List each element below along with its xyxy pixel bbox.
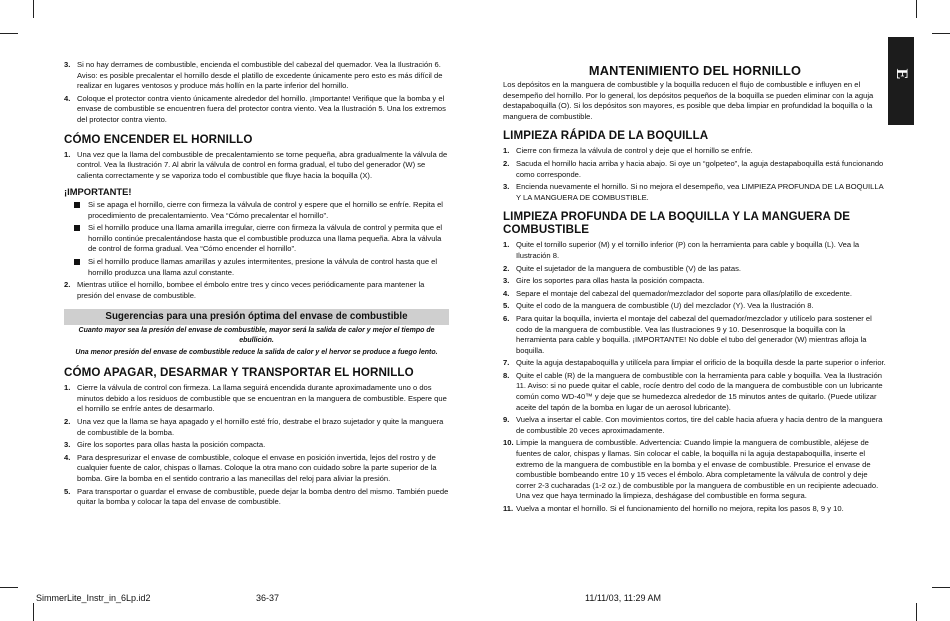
list-item — [64, 487, 449, 508]
step-text: Quite el sujetador de la manguera de combustible (V) de las patas. — [516, 263, 741, 273]
list-item — [64, 417, 449, 438]
step-text: Vuelva a insertar el cable. Con movimientos cortos, tire del cable hacia afuera y hacia dentro de la manguera de combustible 20 veces aproximadamente. — [516, 415, 883, 435]
step-text: Una vez que la llama del combustible de precalentamiento se torne pequeña, abra gradualmente la válvula de control. Vea la Ilustración 7. Al abrir la válvula de control en forma gradual, el tubo del generador (W) se calienta correctamente y se vaporiza todo el combustible que fluye hacia la boquilla (X). — [77, 149, 448, 180]
bullet-square-icon — [74, 225, 80, 231]
tip-box — [64, 309, 449, 359]
list-item — [503, 504, 887, 515]
step-number: 1. — [503, 146, 510, 156]
step-number: 2. — [64, 417, 71, 427]
bullet-text: Si el hornillo produce llamas amarillas y azules intermitentes, presione la válvula de control hasta que el hornillo produzca una llama azul constante. — [88, 256, 438, 277]
list-item — [64, 60, 449, 92]
step-text: Cierre la válvula de control con firmeza. La llama seguirá encendida durante aproximadamente uno o dos minutos debido a los residuos de combustible que se encuentran en la manguera de combustible. Espere que el hornillo se enfríe antes de desarmarlo. — [77, 383, 447, 414]
page-title: MANTENIMIENTO DEL HORNILLO — [588, 63, 802, 78]
step-number: 5. — [64, 486, 71, 496]
step-text: Vuelva a montar el hornillo. Si el funcionamiento del hornillo no mejora, repita los pasos 8, 9 y 10. — [516, 504, 844, 513]
crop-mark — [0, 587, 18, 588]
crop-mark — [33, 603, 34, 621]
crop-mark — [932, 33, 950, 34]
step-number: 6. — [503, 313, 510, 323]
list-item — [64, 383, 449, 415]
step-number: 2. — [64, 280, 71, 290]
step-text: Separe el montaje del cabezal del quemador/mezclador del soporte para ollas/platillo de excedente. — [516, 288, 853, 298]
step-number: 3. — [503, 276, 510, 286]
step-text: Si no hay derrames de combustible, encienda el combustible del cabezal del quemador. Vea la Ilustración 6. Aviso: es posible precalentar el hornillo desde el platillo de excedente únicamente pero esto es más difícil de realizar en lugares ventosos y produce más hollín en la parte inferior del hornillo. — [77, 60, 443, 91]
step-number: 8. — [503, 370, 510, 380]
footer-filename: SimmerLite_Instr_in_6Lp.id2 — [36, 593, 151, 603]
bullet-text: Si se apaga el hornillo, cierre con firmeza la válvula de control y espere que el hornillo se enfríe. Repita el procedimiento de precalentamiento. Vea “Cómo precalentar el hornillo”. — [88, 199, 443, 220]
bullet-square-icon — [74, 259, 80, 265]
step-number: 7. — [503, 358, 510, 368]
step-number: 10. — [503, 438, 514, 448]
step-number: 3. — [64, 440, 71, 450]
bullet-item — [74, 223, 449, 255]
list-item — [503, 240, 887, 261]
step-number: 4. — [64, 93, 71, 103]
footer-date: 11/11/03, 11:29 AM — [585, 593, 662, 603]
list-item — [503, 182, 887, 203]
crop-mark — [33, 0, 34, 18]
step-number: 3. — [64, 60, 71, 69]
list-item — [503, 438, 887, 502]
step-text: Encienda nuevamente el hornillo. Si no mejora el desempeño, vea LIMPIEZA PROFUNDA DE LA BOQUILLA Y LA MANGUERA DE COMBUSTIBLE. — [516, 182, 884, 202]
list-item — [503, 415, 887, 436]
step-text: Para transportar o guardar el envase de combustible, puede dejar la bomba dentro del mismo. También puede quitar la bomba y colocar la tapa del envase de combustible. — [77, 486, 449, 507]
list-item — [503, 289, 887, 300]
step-text: Para despresurizar el envase de combustible, coloque el envase en posición invertida, lejos del rostro y de cualquier fuente de calor, chispas o llamas. Coloque la otra mano con cuidado sobre la parte superior de la bomba. Gire la bomba en el sentido contrario a las manecillas del reloj para aliviar la presión. — [77, 452, 437, 484]
crop-mark — [916, 603, 917, 621]
list-item — [503, 276, 887, 287]
right-column — [503, 60, 887, 517]
crop-mark — [916, 0, 917, 18]
important-heading: ¡IMPORTANTE! — [64, 186, 132, 198]
list-item — [64, 280, 449, 301]
step-text: Cierre con firmeza la válvula de control y deje que el hornillo se enfríe. — [516, 146, 753, 156]
list-item — [64, 440, 449, 451]
tip-line: Una menor presión del envase de combustible reduce la salida de calor y el hervor se produce a fuego lento. — [75, 349, 438, 357]
footer-pages: 36-37 — [256, 593, 280, 603]
language-letter: E — [893, 68, 910, 80]
language-tab — [888, 37, 914, 125]
step-number: 1. — [64, 383, 71, 393]
step-number: 2. — [503, 158, 510, 168]
step-text: Quite el cable (R) de la manguera de combustible con la herramienta para cable y boquilla. Vea la Ilustración 11. Aviso: si no puede quitar el cable, rocíe dentro del codo de la manguera de combustible con un lubricante común como WD-40™ y deje que se humedezca alrededor de 15 minutos antes de quitarlo. (Puede utilizar aceite del tapón de la bomba en lugar de un aerosol lubricante). — [516, 370, 883, 412]
list-item — [503, 264, 887, 275]
section-title: CÓMO ENCENDER EL HORNILLO — [64, 132, 253, 146]
list-item — [64, 150, 449, 182]
tip-line: Cuanto mayor sea la presión del envase de combustible, mayor será la salida de calor y mejor el tiempo de ebullición. — [78, 327, 435, 345]
step-text: Para quitar la boquilla, invierta el montaje del cabezal del quemador/mezclador y utilícelo para sostener el codo de la manguera de combustible. Vea las Ilustraciones 9 y 10. Desenrosque la boquilla con la herramienta para cable y boquilla. ¡IMPORTANTE! No doble el tubo del generador (W) mientras afloja la boquilla. — [516, 313, 872, 355]
list-item — [503, 358, 887, 369]
list-item — [64, 453, 449, 485]
step-text: Limpie la manguera de combustible. Advertencia: Cuando limpie la manguera de combustible, aléjese de fuentes de calor, chispas y llamas. Sin colocar el cable, la boquilla ni la aguja destapaboquilla, inserte el extremo de la manguera de combustible en la bomba y el envase de combustible. Presurice el envase de combustible bombeando entre 10 y 15 veces el émbolo. Abra completamente la válvula de control y deje correr 2-3 cucharadas (1-2 oz.) de combustible por la manguera de combustible en un recipiente adecuado. Una vez que haya terminado la limpieza, deshágase del combustible en forma segura. — [516, 438, 879, 501]
step-number: 1. — [64, 149, 71, 159]
intro-paragraph: Los depósitos en la manguera de combustible y la boquilla reducen el flujo de combustible e influyen en el desempeño del hornillo. Por lo general, los depósitos pequeños de la boquilla se pueden eliminar con la aguja destapaboquilla (O). Si los depósitos son mayores, es posible que deba limpiar en profundidad la boquilla o la manguera de combustible. — [503, 80, 874, 121]
list-item — [64, 94, 449, 126]
step-text: Una vez que la llama se haya apagado y el hornillo esté frío, destrabe el brazo sujetador y quite la manguera de combustible de la bomba. — [77, 417, 444, 437]
step-number: 4. — [503, 288, 510, 298]
step-text: Quite el codo de la manguera de combustible (U) del mezclador (Y). Vea la Ilustración 8. — [516, 301, 814, 311]
step-number: 5. — [503, 301, 510, 311]
step-text: Quite el tornillo superior (M) y el tornillo inferior (P) con la herramienta para cable y boquilla (L). Vea la Ilustración 8. — [516, 240, 860, 260]
bullet-text: Si el hornillo produce una llama amarilla irregular, cierre con firmeza la válvula de control y permita que el hornillo continúe precalentándose hasta que el combustible produzca una llama pequeña. Abra la válvula de control de forma gradual. Vea “Cómo encender el hornillo”. — [88, 223, 443, 254]
section-title: LIMPIEZA PROFUNDA DE LA BOQUILLA Y LA MANGUERA DE COMBUSTIBLE — [503, 210, 851, 237]
bullet-square-icon — [74, 202, 80, 208]
step-text: Quite la aguja destapaboquilla y utilícela para limpiar el orificio de la boquilla desde la parte superior o inferior. — [516, 358, 886, 368]
list-item — [503, 146, 887, 157]
bullet-item — [74, 200, 449, 221]
bullet-item — [74, 257, 449, 278]
tip-title: Sugerencias para una presión óptima del envase de combustible — [64, 309, 449, 325]
list-item — [503, 314, 887, 356]
step-number: 1. — [503, 240, 510, 250]
step-text: Sacuda el hornillo hacia arriba y hacia abajo. Si oye un “golpeteo”, la aguja destapaboquilla está funcionando como corresponde. — [516, 158, 884, 179]
crop-mark — [932, 587, 950, 588]
crop-mark — [0, 33, 18, 34]
step-number: 3. — [503, 182, 510, 192]
step-number: 4. — [64, 452, 71, 462]
section-title: LIMPIEZA RÁPIDA DE LA BOQUILLA — [503, 129, 709, 143]
step-text: Mientras utilice el hornillo, bombee el émbolo entre tres y cinco veces periódicamente para mantener la presión del envase de combustible. — [77, 280, 425, 300]
step-text: Gire los soportes para ollas hasta la posición compacta. — [77, 440, 266, 450]
list-item — [503, 159, 887, 180]
list-item — [503, 371, 887, 413]
step-number: 11. — [503, 504, 514, 513]
section-title: CÓMO APAGAR, DESARMAR Y TRANSPORTAR EL HORNILLO — [64, 366, 414, 380]
step-number: 9. — [503, 415, 510, 425]
step-text: Coloque el protector contra viento únicamente alrededor del hornillo. ¡Importante! Verifique que la bomba y el envase de combustible se encuentren fuera del protector contra viento. Vea la Ilustración 5. Una los extremos del protector contra viento. — [77, 93, 446, 124]
step-number: 2. — [503, 263, 510, 273]
step-text: Gire los soportes para ollas hasta la posición compacta. — [516, 276, 705, 286]
left-column — [64, 60, 449, 510]
list-item — [503, 301, 887, 312]
